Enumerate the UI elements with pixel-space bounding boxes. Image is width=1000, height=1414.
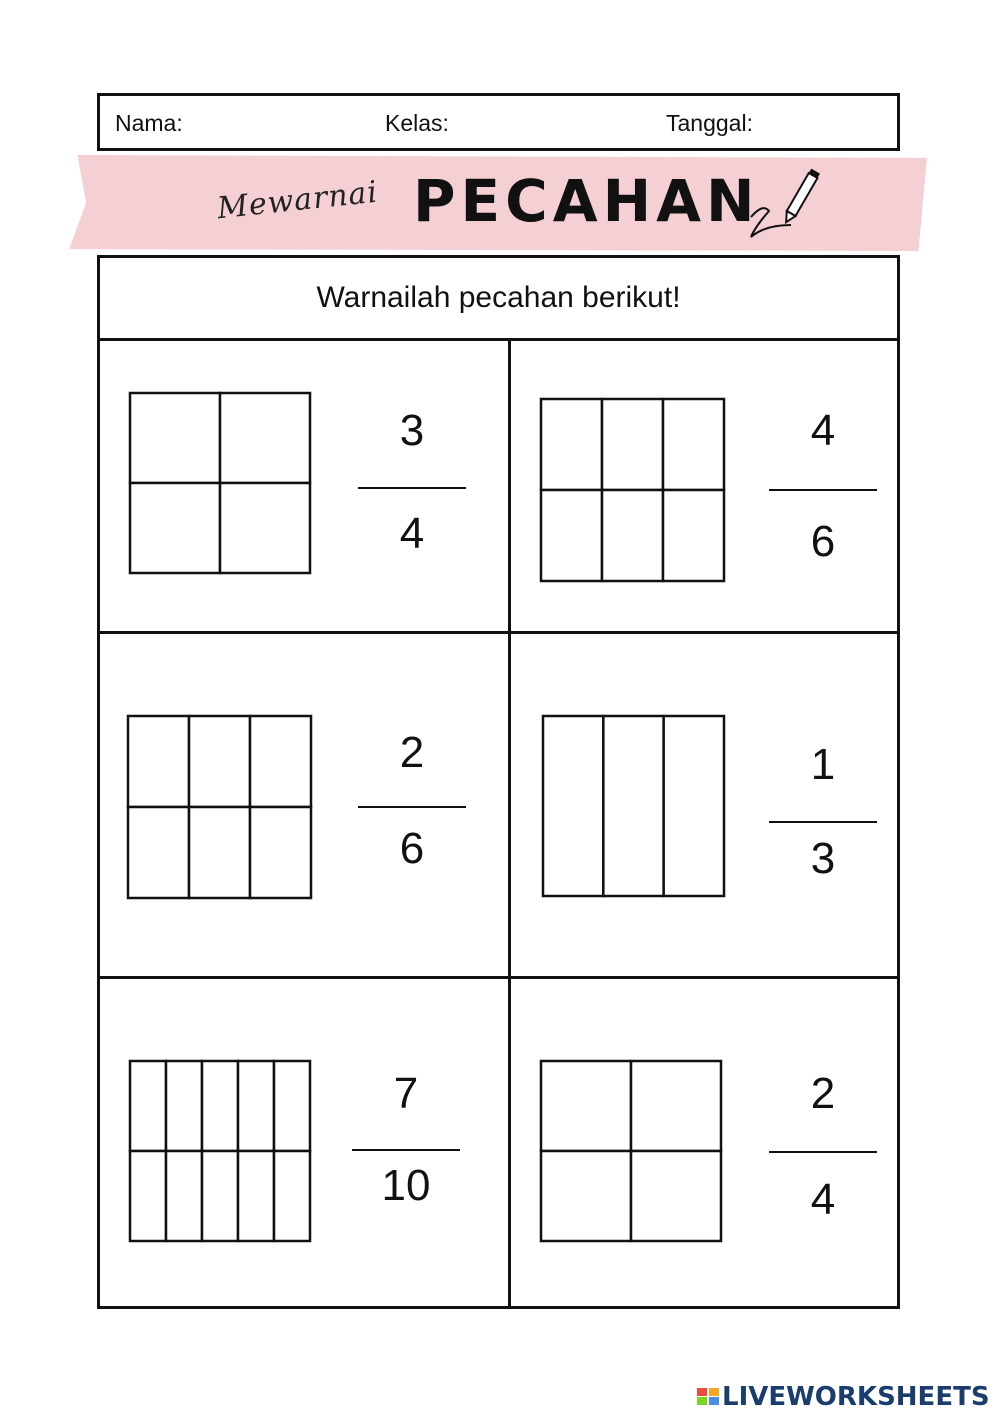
exercise-cell [511,979,903,1312]
fraction-shape [539,397,726,583]
brand-block [697,1397,707,1405]
colorable-part[interactable] [220,393,310,483]
colorable-part[interactable] [541,490,602,581]
brand-block [709,1397,719,1405]
colorable-part[interactable] [189,716,250,807]
fraction-numerator: 2 [399,728,425,777]
title-script: Mewarnai [215,174,380,227]
colorable-part[interactable] [664,716,724,896]
colorable-part[interactable] [130,393,220,483]
title-main: PECAHAN [413,167,760,235]
colorable-part[interactable] [250,807,311,898]
fraction-bar [769,821,877,823]
instruction-text: Warnailah pecahan berikut! [316,281,681,314]
fraction-numerator: 7 [393,1069,419,1118]
colorable-part[interactable] [543,716,603,896]
name-label: Nama: [115,110,183,136]
colorable-part[interactable] [631,1061,721,1151]
colorable-part[interactable] [541,1151,631,1241]
fraction-bar [769,489,877,491]
fraction-bar [769,1151,877,1153]
class-label: Kelas: [385,110,449,136]
fraction-label [358,634,466,979]
colorable-part[interactable] [130,483,220,573]
fraction-shape [126,714,313,900]
exercise-cell [100,634,511,979]
fraction-denominator: 6 [399,824,425,873]
fraction-label [769,341,877,634]
colorable-part[interactable] [274,1151,310,1241]
colorable-part[interactable] [274,1061,310,1151]
instruction-row [97,255,900,341]
colorable-part[interactable] [202,1061,238,1151]
fraction-numerator: 2 [810,1069,836,1118]
fraction-numerator: 4 [810,406,836,455]
fraction-denominator: 3 [810,834,836,883]
colorable-part[interactable] [663,490,724,581]
fraction-denominator: 6 [810,517,836,566]
fraction-bar [352,1149,460,1151]
colorable-part[interactable] [238,1061,274,1151]
student-info-row [97,93,900,151]
brand-block [697,1388,707,1396]
liveworksheets-logo [696,1382,990,1412]
colorable-part[interactable] [128,807,189,898]
colorable-part[interactable] [541,1061,631,1151]
colorable-part[interactable] [602,399,663,490]
fraction-bar [358,487,466,489]
exercise-cell [511,341,903,634]
brand-blocks-icon [696,1387,722,1407]
colorable-part[interactable] [166,1151,202,1241]
fraction-label [769,634,877,979]
colorable-part[interactable] [602,490,663,581]
worksheet [97,93,900,1309]
colorable-part[interactable] [128,716,189,807]
fraction-shape [539,1059,723,1243]
fraction-numerator: 1 [810,740,836,789]
colorable-part[interactable] [130,1061,166,1151]
colorable-part[interactable] [603,716,663,896]
fraction-denominator: 10 [381,1161,431,1210]
fraction-shape [541,714,726,898]
exercise-cell [100,979,511,1312]
colorable-part[interactable] [663,399,724,490]
fraction-label [352,979,460,1312]
fraction-shape [128,391,312,575]
exercise-grid [97,338,900,1309]
colorable-part[interactable] [189,807,250,898]
colorable-part[interactable] [166,1061,202,1151]
colorable-part[interactable] [130,1151,166,1241]
brand-block [709,1388,719,1396]
fraction-label [358,341,466,634]
exercise-cell [100,341,511,634]
fraction-label [769,979,877,1312]
colorable-part[interactable] [202,1151,238,1241]
colorable-part[interactable] [238,1151,274,1241]
colorable-part[interactable] [250,716,311,807]
colorable-part[interactable] [541,399,602,490]
fraction-shape [128,1059,312,1243]
colorable-part[interactable] [220,483,310,573]
exercise-cell [511,634,903,979]
fraction-numerator: 3 [399,406,425,455]
colorable-part[interactable] [631,1151,721,1241]
pencil-icon [743,155,833,245]
date-label: Tanggal: [666,110,753,136]
fraction-bar [358,806,466,808]
fraction-denominator: 4 [399,509,425,558]
fraction-denominator: 4 [810,1175,836,1224]
brand-name: LIVEWORKSHEETS [722,1382,990,1412]
title [97,155,900,251]
